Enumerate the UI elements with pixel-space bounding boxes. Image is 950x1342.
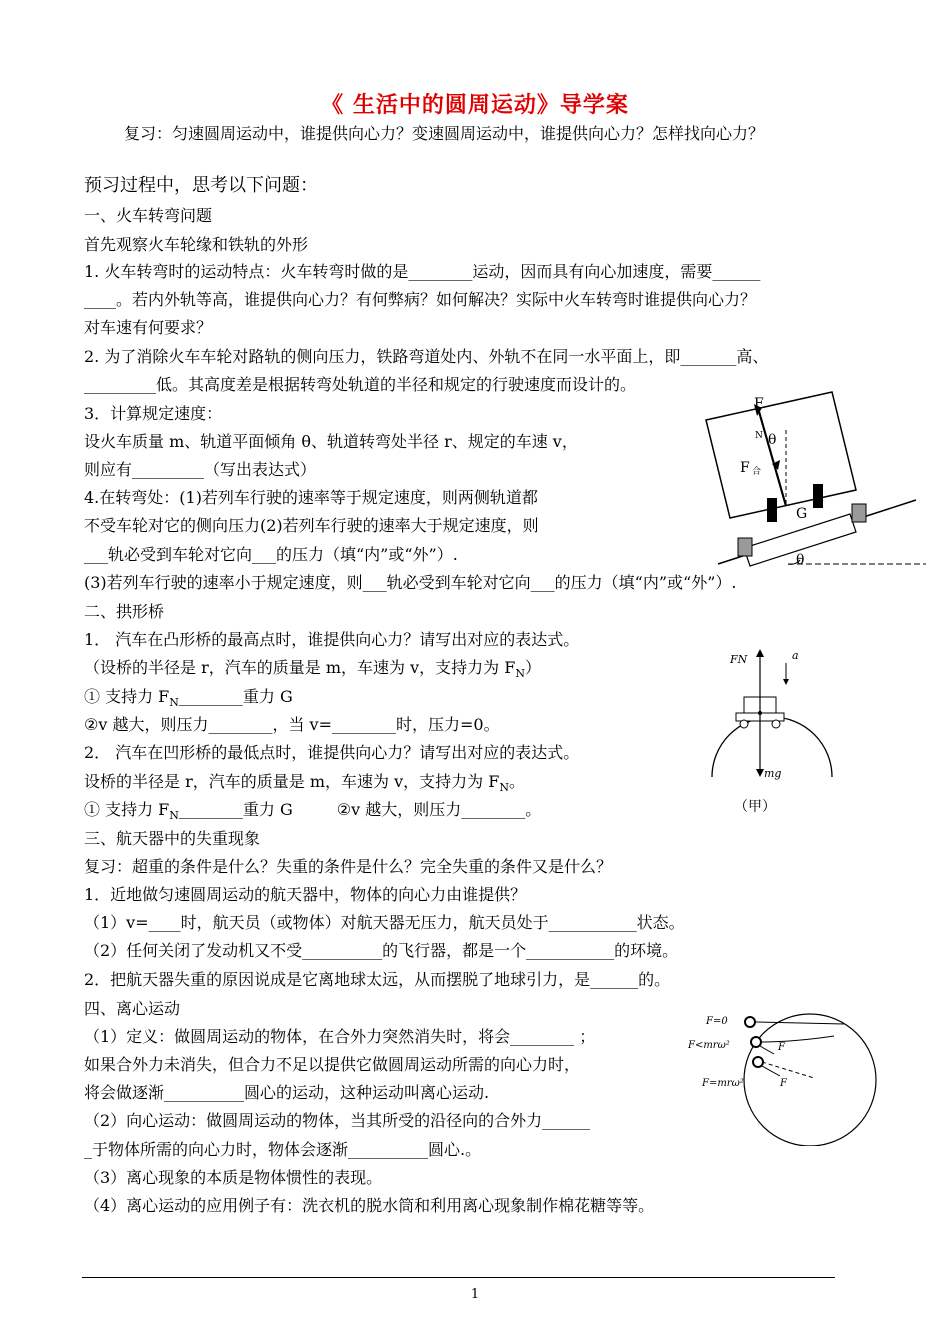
preview-heading: 预习过程中，思考以下问题： xyxy=(84,175,318,196)
force-label: F xyxy=(778,1042,785,1053)
force-label: 合 xyxy=(752,467,762,477)
force-label: F xyxy=(780,1078,787,1089)
section-4-heading: 四、离心运动 xyxy=(84,999,181,1018)
condition-label: F<mrω² xyxy=(688,1040,730,1051)
section-3-heading: 三、航天器中的失重现象 xyxy=(84,829,261,848)
text-line: ___轨必受到车轮对它向___的压力（填“内”或“外”）. xyxy=(84,545,458,564)
text-line: （4）离心运动的应用例子有：洗衣机的脱水筒和利用离心现象制作棉花糖等等。 xyxy=(84,1196,655,1215)
angle-label: θ xyxy=(768,432,777,448)
force-label: mg xyxy=(764,767,782,780)
text-line: 将会做逐渐__________圆心的运动，这种运动叫离心运动. xyxy=(84,1083,490,1102)
text-line: ____。若内外轨等高，谁提供向心力？有何弊病？如何解决？实际中火车转弯时谁提供向心力？ xyxy=(84,290,757,309)
text-line: (3)若列车行驶的速率小于规定速度，则___轨必受到车轮对它向___的压力（填“内”或“外”）. xyxy=(84,573,737,592)
centrifugal-figure xyxy=(684,1006,884,1146)
figure-caption: （甲） xyxy=(734,799,776,815)
text-line: 设桥的半径是 r，汽车的质量是 m，车速为 v，支持力为 $F_N$。 xyxy=(84,772,525,795)
text-line: 则应有_________（写出表达式） xyxy=(84,460,317,479)
text-line: （1）定义：做圆周运动的物体，在合外力突然消失时，将会________ ； xyxy=(84,1027,596,1046)
acceleration-label: a xyxy=(792,649,799,662)
text-line: （设桥的半径是 r，汽车的质量是 m，车速为 v，支持力为 $F_N$） xyxy=(84,658,541,681)
text-line: 2．把航天器失重的原因说成是它离地球太远，从而摆脱了地球引力，是______的。 xyxy=(84,970,671,989)
text-line: 3．计算规定速度： xyxy=(84,404,223,423)
text-line: 1. 火车转弯时的运动特点：火车转弯时做的是________运动，因而具有向心加速度，需要______ xyxy=(84,262,761,281)
document-title: 《 生活中的圆周运动》导学案 xyxy=(321,92,629,118)
text-line: 不受车轮对它的侧向压力(2)若列车行驶的速率大于规定速度，则 xyxy=(84,516,539,535)
text-line: 设火车质量 m、轨道平面倾角 θ、轨道转弯处半径 r、规定的车速 v， xyxy=(84,432,578,451)
section-2-heading: 二、拱形桥 xyxy=(84,602,165,621)
text-line: （1）v=____时，航天员（或物体）对航天器无压力，航天员处于___________状态。 xyxy=(84,913,685,932)
text-line: 复习：超重的条件是什么？失重的条件是什么？完全失重的条件又是什么？ xyxy=(84,857,613,876)
angle-label: θ xyxy=(796,552,805,568)
text-line: 首先观察火车轮缘和铁轨的外形 xyxy=(84,235,309,254)
train-banking-figure xyxy=(700,386,926,570)
text-line: 对车速有何要求？ xyxy=(84,318,213,337)
text-line: ②v 越大，则压力________，当 v=________时，压力=0。 xyxy=(84,715,500,734)
text-line: （2）向心运动：做圆周运动的物体，当其所受的沿径向的合外力______ xyxy=(84,1111,591,1130)
text-line: 1．近地做匀速圆周运动的航天器中，物体的向心力由谁提供？ xyxy=(84,885,527,904)
text-line: 4.在转弯处：(1)若列车行驶的速率等于规定速度，则两侧轨道都 xyxy=(84,488,538,507)
force-label: G xyxy=(796,506,808,522)
force-label: FN xyxy=(730,653,748,666)
review-question: 复习：匀速圆周运动中，谁提供向心力？变速圆周运动中，谁提供向心力？怎样找向心力？ xyxy=(124,124,765,143)
text-line: ① 支持力 $F_N\_\_\_\_\_\_\_\_$重力 G xyxy=(84,687,293,710)
text-line: 2. 为了消除火车车轮对路轨的侧向压力，铁路弯道处内、外轨不在同一水平面上，即_______高、 xyxy=(84,347,769,366)
force-label: N xyxy=(755,431,763,441)
force-label: F xyxy=(754,396,764,412)
convex-bridge-figure xyxy=(700,645,840,817)
force-label: F xyxy=(740,460,750,476)
section-1-heading: 一、火车转弯问题 xyxy=(84,206,213,225)
condition-label: F=mrω² xyxy=(702,1078,744,1089)
text-line: _________低。其高度差是根据转弯处轨道的半径和规定的行驶速度而设计的。 xyxy=(84,375,637,394)
text-line: _于物体所需的向心力时，物体会逐渐__________圆心.。 xyxy=(84,1140,482,1159)
text-line: 2． 汽车在凹形桥的最低点时，谁提供向心力？请写出对应的表达式。 xyxy=(84,743,580,762)
text-line: 1． 汽车在凸形桥的最高点时，谁提供向心力？请写出对应的表达式。 xyxy=(84,630,580,649)
text-line: 如果合外力未消失，但合力不足以提供它做圆周运动所需的向心力时， xyxy=(84,1055,581,1074)
condition-label: F=0 xyxy=(706,1016,728,1027)
text-line: ① 支持力 $F_N\_\_\_\_\_\_\_\_$重力 G ②v 越大，则压力________。 xyxy=(84,800,542,823)
text-line: （3）离心现象的本质是物体惯性的表现。 xyxy=(84,1168,383,1187)
page-number: 1 xyxy=(470,1287,480,1302)
text-line: （2）任何关闭了发动机又不受__________的飞行器，都是一个___________的环境。 xyxy=(84,941,679,960)
footer-divider xyxy=(82,1277,835,1278)
